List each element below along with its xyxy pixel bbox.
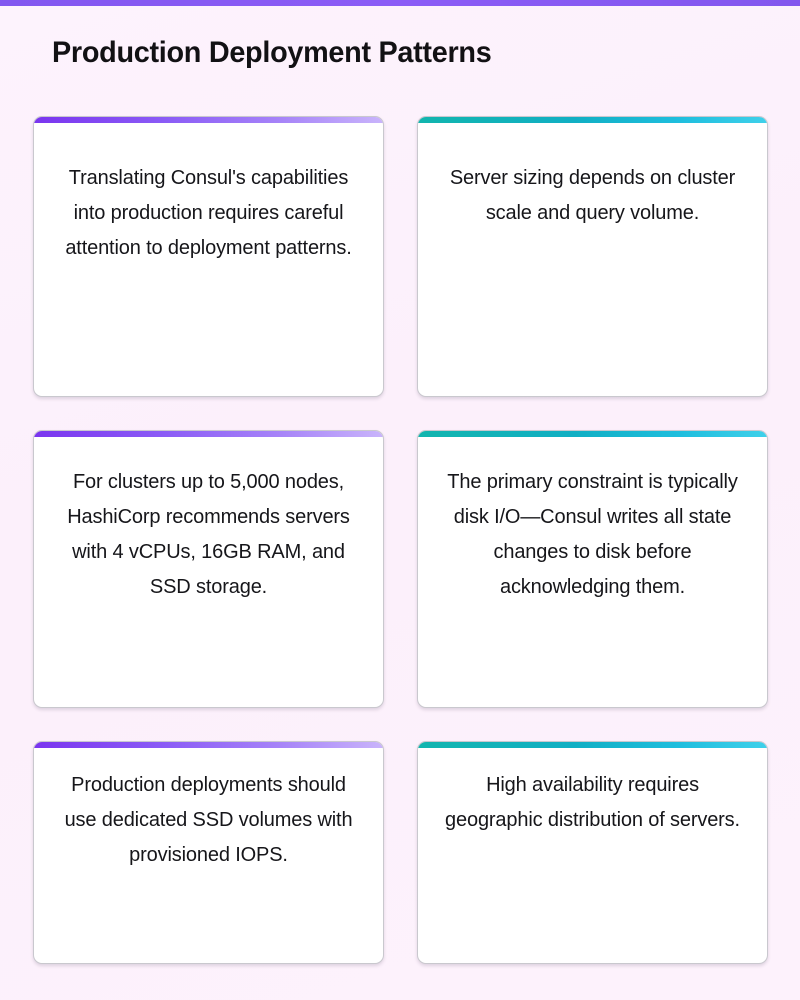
content-card[interactable] bbox=[417, 116, 768, 397]
page-title: Production Deployment Patterns bbox=[52, 36, 492, 69]
card-text: Server sizing depends on cluster scale and query volume. bbox=[449, 167, 736, 224]
card-body bbox=[34, 748, 383, 873]
card-text: High availability requires geographic distribution of servers. bbox=[445, 774, 740, 831]
content-card[interactable] bbox=[417, 430, 768, 708]
content-card[interactable] bbox=[33, 116, 384, 397]
card-body bbox=[418, 748, 767, 838]
content-card[interactable] bbox=[33, 430, 384, 708]
card-body bbox=[34, 437, 383, 605]
card-text: The primary constraint is typically disk I/O—Consul writes all state changes to disk before acknowledging them. bbox=[447, 471, 738, 598]
card-text: Production deployments should use dedicated SSD volumes with provisioned IOPS. bbox=[64, 774, 353, 866]
card-body bbox=[418, 123, 767, 231]
content-card[interactable] bbox=[33, 741, 384, 964]
card-body bbox=[418, 437, 767, 605]
card-body bbox=[34, 123, 383, 266]
card-grid bbox=[33, 116, 768, 964]
content-card[interactable] bbox=[417, 741, 768, 964]
card-text: For clusters up to 5,000 nodes, HashiCorp recommends servers with 4 vCPUs, 16GB RAM, and SSD storage. bbox=[67, 471, 350, 598]
top-accent-strip bbox=[0, 0, 800, 6]
card-text: Translating Consul's capabilities into production requires careful attention to deployment patterns. bbox=[65, 167, 352, 259]
